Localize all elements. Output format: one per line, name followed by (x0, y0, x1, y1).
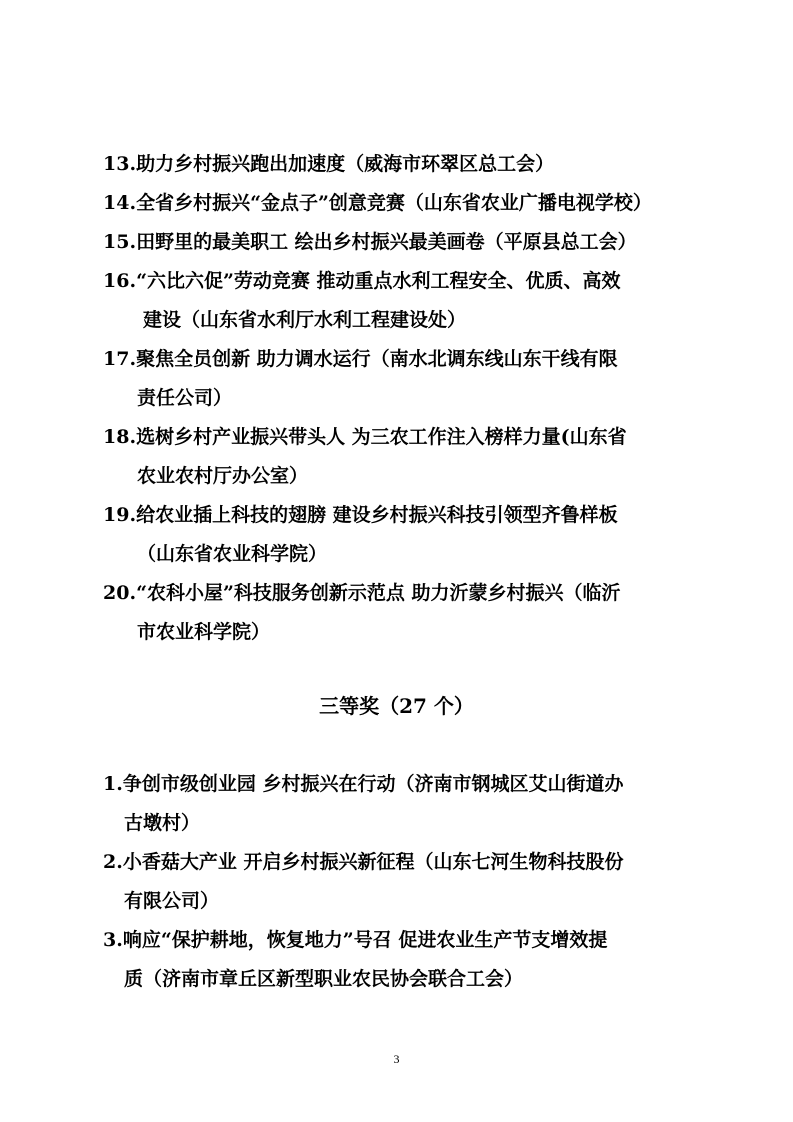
list-item-18-cont (137, 463, 308, 489)
item-text: 市农业科学院） (137, 621, 271, 643)
list-item-1-cont (124, 810, 200, 836)
list-item-2 (103, 849, 623, 875)
item-text: 小香菇大产业 开启乡村振兴新征程（山东七河生物科技股份 (122, 851, 624, 873)
item-number: 2. (103, 851, 123, 873)
item-text: （山东省农业科学院） (137, 543, 328, 565)
list-item-13 (103, 151, 554, 177)
list-item-3-cont (124, 966, 523, 992)
list-item-18 (103, 424, 627, 450)
item-number: 3. (103, 929, 123, 951)
item-text: 给农业插上科技的翅膀 建设乡村振兴科技引领型齐鲁样板 (136, 504, 618, 526)
list-item-19-cont (137, 541, 327, 567)
list-item-19 (103, 502, 618, 528)
item-text: 质（济南市章丘区新型职业农民协会联合工会） (124, 968, 524, 990)
item-number: 19. (103, 504, 137, 526)
item-text: “农科小屋”科技服务创新示范点 助力沂蒙乡村振兴（临沂 (136, 582, 621, 604)
item-number: 18. (103, 426, 137, 448)
item-text: 争创市级创业园 乡村振兴在行动（济南市钢城区艾山街道办 (122, 773, 624, 795)
section-heading: 三等奖（27 个） (319, 694, 474, 718)
item-number: 16. (103, 270, 137, 292)
list-item-17-cont (137, 385, 232, 411)
list-item-17 (103, 346, 618, 372)
list-item-16 (103, 268, 621, 294)
item-text: 响应“保护耕地，恢复地力”号召 促进农业生产节支增效提 (122, 929, 608, 951)
list-item-1 (103, 771, 623, 797)
item-text: 建设（山东省水利厅水利工程建设处） (143, 309, 467, 331)
item-number: 14. (103, 192, 137, 214)
item-text: 责任公司） (137, 387, 233, 409)
page-number: 3 (393, 1052, 400, 1066)
list-item-3 (103, 927, 607, 953)
list-item-2-cont (124, 888, 219, 914)
item-text: 古墩村） (124, 812, 201, 834)
list-item-20-cont (137, 619, 270, 645)
item-text: 全省乡村振兴“金点子”创意竞赛（山东省农业广播电视学校） (136, 192, 652, 214)
list-item-14 (103, 190, 652, 216)
item-text: 有限公司） (124, 890, 220, 912)
item-text: 选树乡村产业振兴带头人 为三农工作注入榜样力量(山东省 (136, 426, 627, 448)
list-item-16-cont (143, 307, 466, 333)
item-text: 田野里的最美职工 绘出乡村振兴最美画卷（平原县总工会） (136, 231, 637, 253)
item-text: 聚焦全员创新 助力调水运行（南水北调东线山东干线有限 (136, 348, 618, 370)
item-text: 农业农村厅办公室） (137, 465, 309, 487)
item-number: 20. (103, 582, 137, 604)
item-number: 17. (103, 348, 137, 370)
item-number: 1. (103, 773, 123, 795)
item-number: 13. (103, 153, 137, 175)
list-item-20 (103, 580, 621, 606)
item-text: 助力乡村振兴跑出加速度（威海市环翠区总工会） (136, 153, 555, 175)
list-item-15 (103, 229, 637, 255)
item-number: 15. (103, 231, 137, 253)
item-text: “六比六促”劳动竞赛 推动重点水利工程安全、优质、高效 (136, 270, 621, 292)
